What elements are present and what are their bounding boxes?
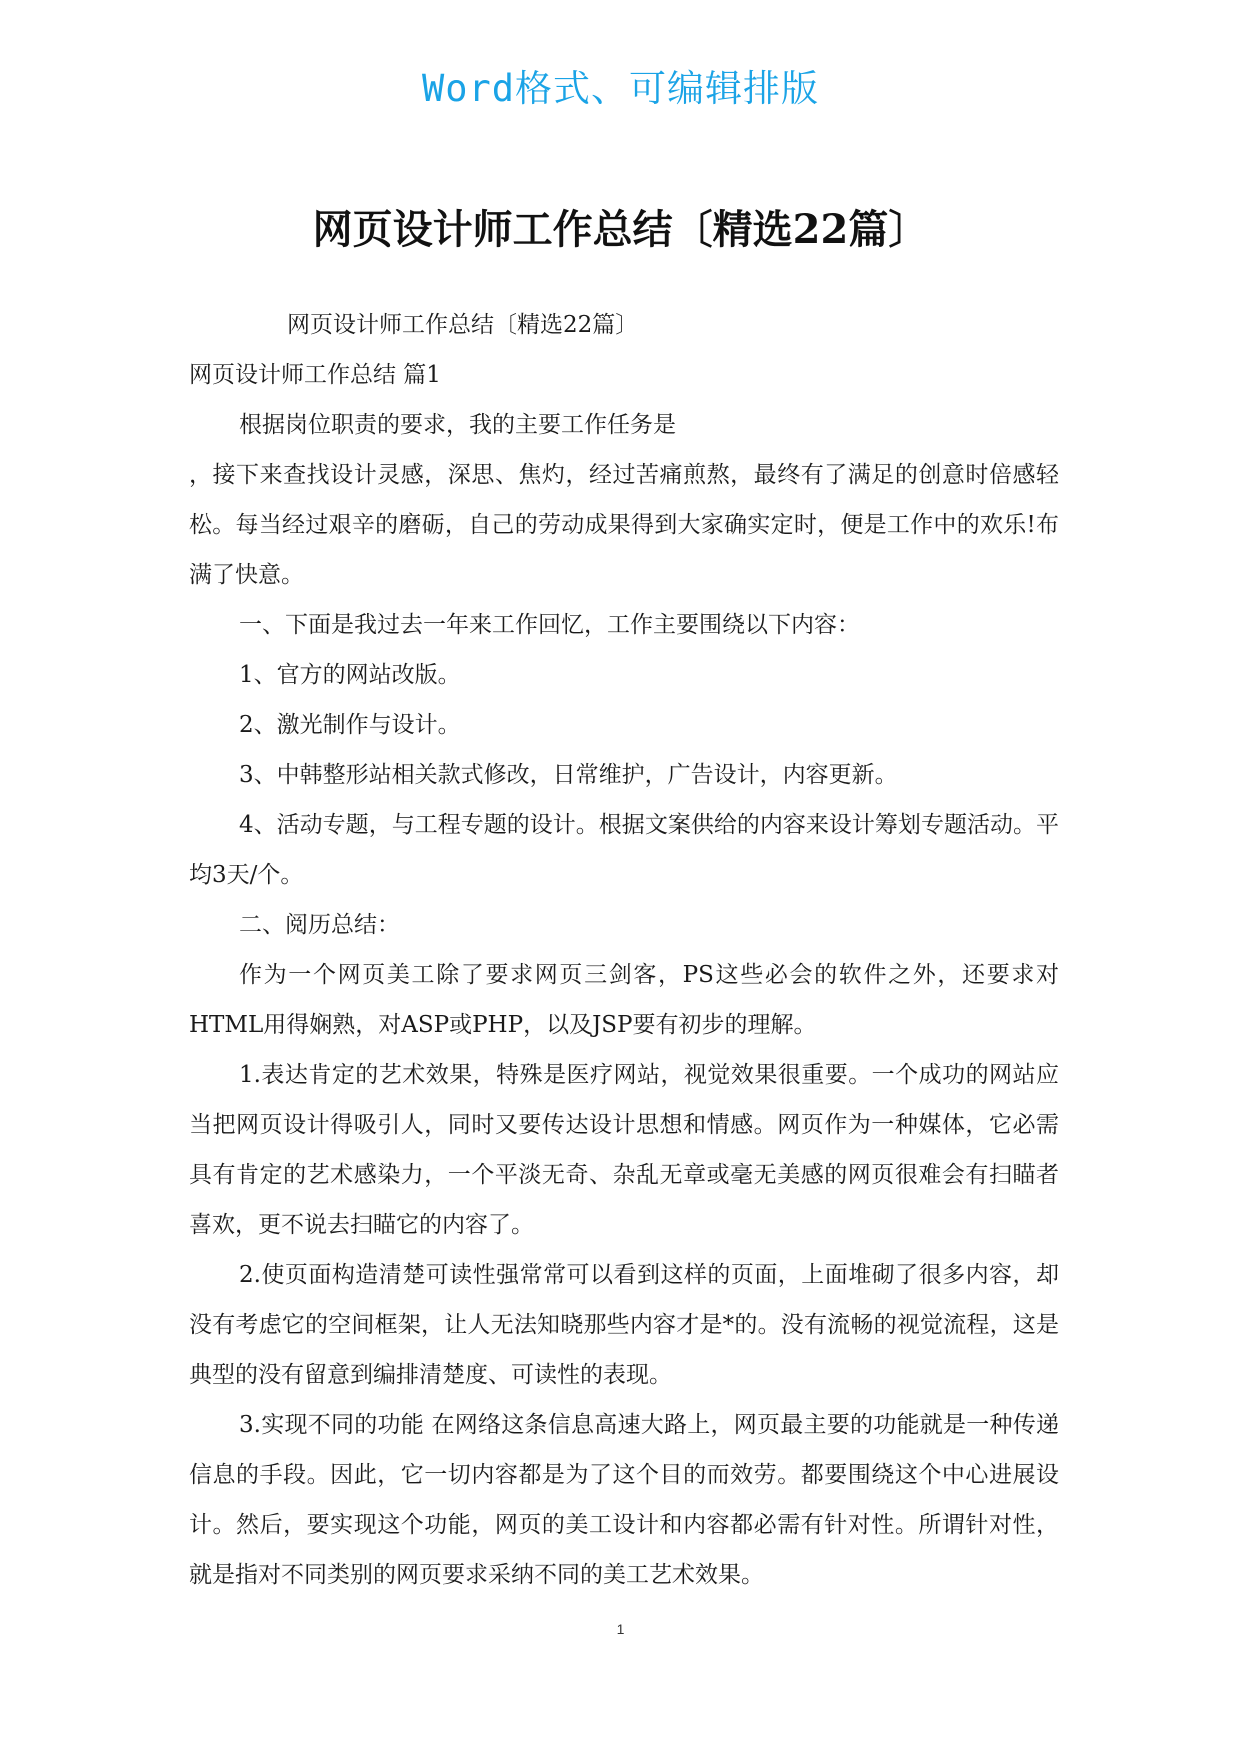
list-item: 1、官方的网站改版。 bbox=[239, 662, 461, 688]
paragraph: 二、阅历总结： bbox=[239, 912, 400, 938]
paragraph: 一、下面是我过去一年来工作回忆，工作主要围绕以下内容： bbox=[239, 612, 860, 638]
paragraph: 根据岗位职责的要求，我的主要工作任务是 bbox=[239, 412, 676, 438]
list-item: 3、中韩整形站相关款式修改，日常维护，广告设计，内容更新。 bbox=[239, 762, 898, 788]
document-title: 网页设计师工作总结〔精选22篇〕 bbox=[312, 206, 929, 253]
list-item: 4、活动专题，与工程专题的设计。根据文案供给的内容来设计筹划专题活动。平均3天/个。 bbox=[189, 812, 1059, 888]
paragraph: ，接下来查找设计灵感，深思、焦灼，经过苦痛煎熬，最终有了满足的创意时倍感轻松。每当经过艰辛的磨砺，自己的劳动成果得到大家确实定时，便是工作中的欢乐!布满了快意。 bbox=[189, 462, 1059, 588]
paragraph: 3.实现不同的功能 在网络这条信息高速大路上，网页最主要的功能就是一种传递信息的手段。因此，它一切内容都是为了这个目的而效劳。都要围绕这个中心进展设计。然后，要实现这个功能，网页的美工设计和内容都必需有针对性。所谓针对性，就是指对不同类别的网页要求采纳不同的美工艺术效果。 bbox=[189, 1412, 1059, 1588]
watermark-header: Word格式、可编辑排版 bbox=[421, 67, 820, 110]
page-number: 1 bbox=[616, 1621, 625, 1637]
paragraph: 2.使页面构造清楚可读性强常常可以看到这样的页面，上面堆砌了很多内容，却没有考虑它的空间框架，让人无法知晓那些内容才是*的。没有流畅的视觉流程，这是典型的没有留意到编排清楚度、可读性的表现。 bbox=[189, 1262, 1059, 1388]
document-subtitle: 网页设计师工作总结〔精选22篇〕 bbox=[287, 312, 639, 338]
document-body bbox=[189, 300, 1059, 1600]
paragraph: 1.表达肯定的艺术效果，特殊是医疗网站，视觉效果很重要。一个成功的网站应当把网页设计得吸引人，同时又要传达设计思想和情感。网页作为一种媒体，它必需具有肯定的艺术感染力，一个平淡无奇、杂乱无章或毫无美感的网页很难会有扫瞄者喜欢，更不说去扫瞄它的内容了。 bbox=[189, 1062, 1059, 1238]
paragraph: 作为一个网页美工除了要求网页三剑客，PS这些必会的软件之外，还要求对HTML用得娴熟，对ASP或PHP，以及JSP要有初步的理解。 bbox=[189, 962, 1059, 1038]
section-heading: 网页设计师工作总结 篇1 bbox=[189, 362, 441, 388]
list-item: 2、激光制作与设计。 bbox=[239, 712, 461, 738]
